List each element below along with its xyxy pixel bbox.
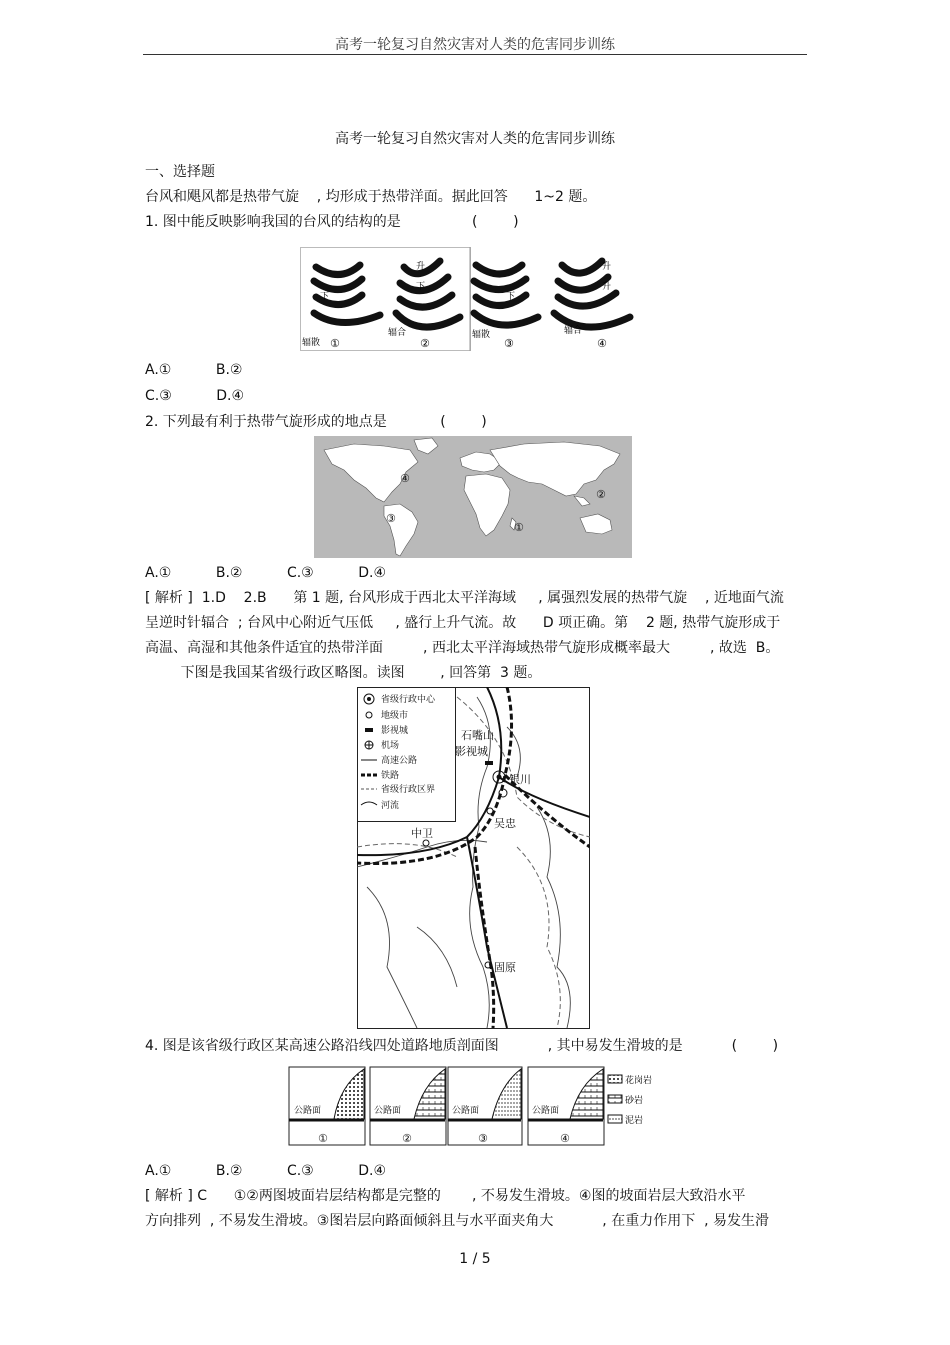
profile-num-3: ③ — [478, 1132, 488, 1145]
legend-granite: 花岗岩 — [625, 1076, 653, 1086]
map-marker-4: ④ — [400, 472, 410, 485]
place-film-studio: 影视城 — [455, 745, 488, 758]
section-heading: 一、选择题 — [145, 164, 215, 180]
fig1-down-label-3: 下 — [416, 282, 426, 292]
profile-num-1: ① — [318, 1132, 328, 1145]
profile-num-2: ② — [402, 1132, 412, 1145]
road-label-1: 公路面 — [294, 1106, 322, 1116]
fig1-divergence-label-2: 辐散 — [472, 330, 491, 340]
analysis-1-line-3: 高温、高湿和其他条件适宜的热带洋面 , 西北太平洋海域热带气旋形成概率最大 , 故选 B。 — [145, 640, 780, 656]
running-header: 高考一轮复习自然灾害对人类的危害同步训练 — [335, 37, 615, 53]
legend-airport: 机场 — [381, 741, 400, 751]
intro-text: 台风和飓风都是热带气旋 , 均形成于热带洋面。据此回答 1~2 题。 — [145, 189, 597, 205]
map-marker-2: ② — [596, 488, 606, 501]
fig1-num-4: ④ — [597, 337, 607, 350]
legend-film-studio: 影视城 — [381, 726, 409, 736]
place-guyuan: 固原 — [494, 961, 516, 974]
page-number: 1 / 5 — [459, 1251, 491, 1267]
fig1-divergence-label: 辐散 — [302, 338, 321, 348]
fig1-convergence-label: 辐合 — [388, 328, 407, 338]
question-1: 1. 图中能反映影响我国的台风的结构的是 ( ) — [145, 214, 519, 230]
place-zhongwei: 中卫 — [411, 827, 433, 840]
legend-railway: 铁路 — [381, 771, 400, 781]
road-label-4: 公路面 — [532, 1106, 560, 1116]
analysis-1-line-2: 呈逆时针辐合 ; 台风中心附近气压低 , 盛行上升气流。故 D 项正确。第 2 题, 热带气旋形成于 — [145, 615, 781, 631]
fig1-up-label-3: 升 — [602, 282, 612, 292]
q1-options-row2: C.③ D.④ — [145, 388, 245, 404]
fig1-num-3: ③ — [504, 337, 514, 350]
legend-capital: 省级行政中心 — [381, 695, 436, 705]
legend-highway: 高速公路 — [381, 756, 418, 766]
typhoon-structure-figure — [300, 247, 647, 351]
fig1-up-label: 升 — [416, 262, 426, 272]
legend-river: 河流 — [381, 801, 400, 811]
legend-city: 地级市 — [381, 711, 409, 721]
profile-num-4: ④ — [560, 1132, 570, 1145]
question-4: 4. 图是该省级行政区某高速公路沿线四处道路地质剖面图 , 其中易发生滑坡的是 ( ) — [145, 1038, 779, 1054]
analysis-1-line-1: [ 解析 ] 1.D 2.B 第 1 题, 台风形成于西北太平洋海域 , 属强烈发展的热带气旋 , 近地面气流 — [145, 590, 784, 606]
road-label-2: 公路面 — [374, 1106, 402, 1116]
fig1-down-label: 下 — [320, 292, 330, 302]
world-map-figure — [314, 436, 632, 558]
fig1-up-label-2: 升 — [602, 262, 612, 272]
legend-sandstone: 砂岩 — [625, 1096, 644, 1106]
map-marker-1: ① — [514, 521, 524, 534]
road-label-3: 公路面 — [452, 1106, 480, 1116]
legend-mudstone: 泥岩 — [625, 1116, 644, 1126]
document-title: 高考一轮复习自然灾害对人类的危害同步训练 — [335, 131, 615, 147]
place-wuzhong: 吴忠 — [494, 817, 516, 830]
question-2: 2. 下列最有利于热带气旋形成的地点是 ( ) — [145, 414, 487, 430]
place-yinchuan: 银川 — [509, 773, 531, 786]
q4-options: A.① B.② C.③ D.④ — [145, 1163, 387, 1179]
header-rule — [143, 54, 807, 55]
geology-profile-figure — [288, 1065, 660, 1157]
map-marker-3: ③ — [386, 512, 396, 525]
analysis-2-line-1: [ 解析 ] C ①②两图坡面岩层结构都是完整的 , 不易发生滑坡。④图的坡面岩层大致沿水平 — [145, 1188, 746, 1204]
fig1-convergence-label-2: 辐合 — [564, 326, 583, 336]
fig1-num-2: ② — [420, 337, 430, 350]
q2-options: A.① B.② C.③ D.④ — [145, 565, 387, 581]
analysis-2-line-2: 方向排列 , 不易发生滑坡。③图岩层向路面倾斜且与水平面夹角大 , 在重力作用下 , 易发生滑 — [145, 1213, 770, 1229]
q1-options-row1: A.① B.② — [145, 362, 243, 378]
fig1-num-1: ① — [330, 337, 340, 350]
place-shizuishan: 石嘴山 — [461, 729, 494, 742]
province-map-figure — [357, 687, 590, 1029]
fig1-down-label-2: 下 — [506, 292, 516, 302]
legend-boundary: 省级行政区界 — [381, 785, 436, 795]
analysis-1-line-4: 下图是我国某省级行政区略图。读图 , 回答第 3 题。 — [145, 665, 542, 681]
